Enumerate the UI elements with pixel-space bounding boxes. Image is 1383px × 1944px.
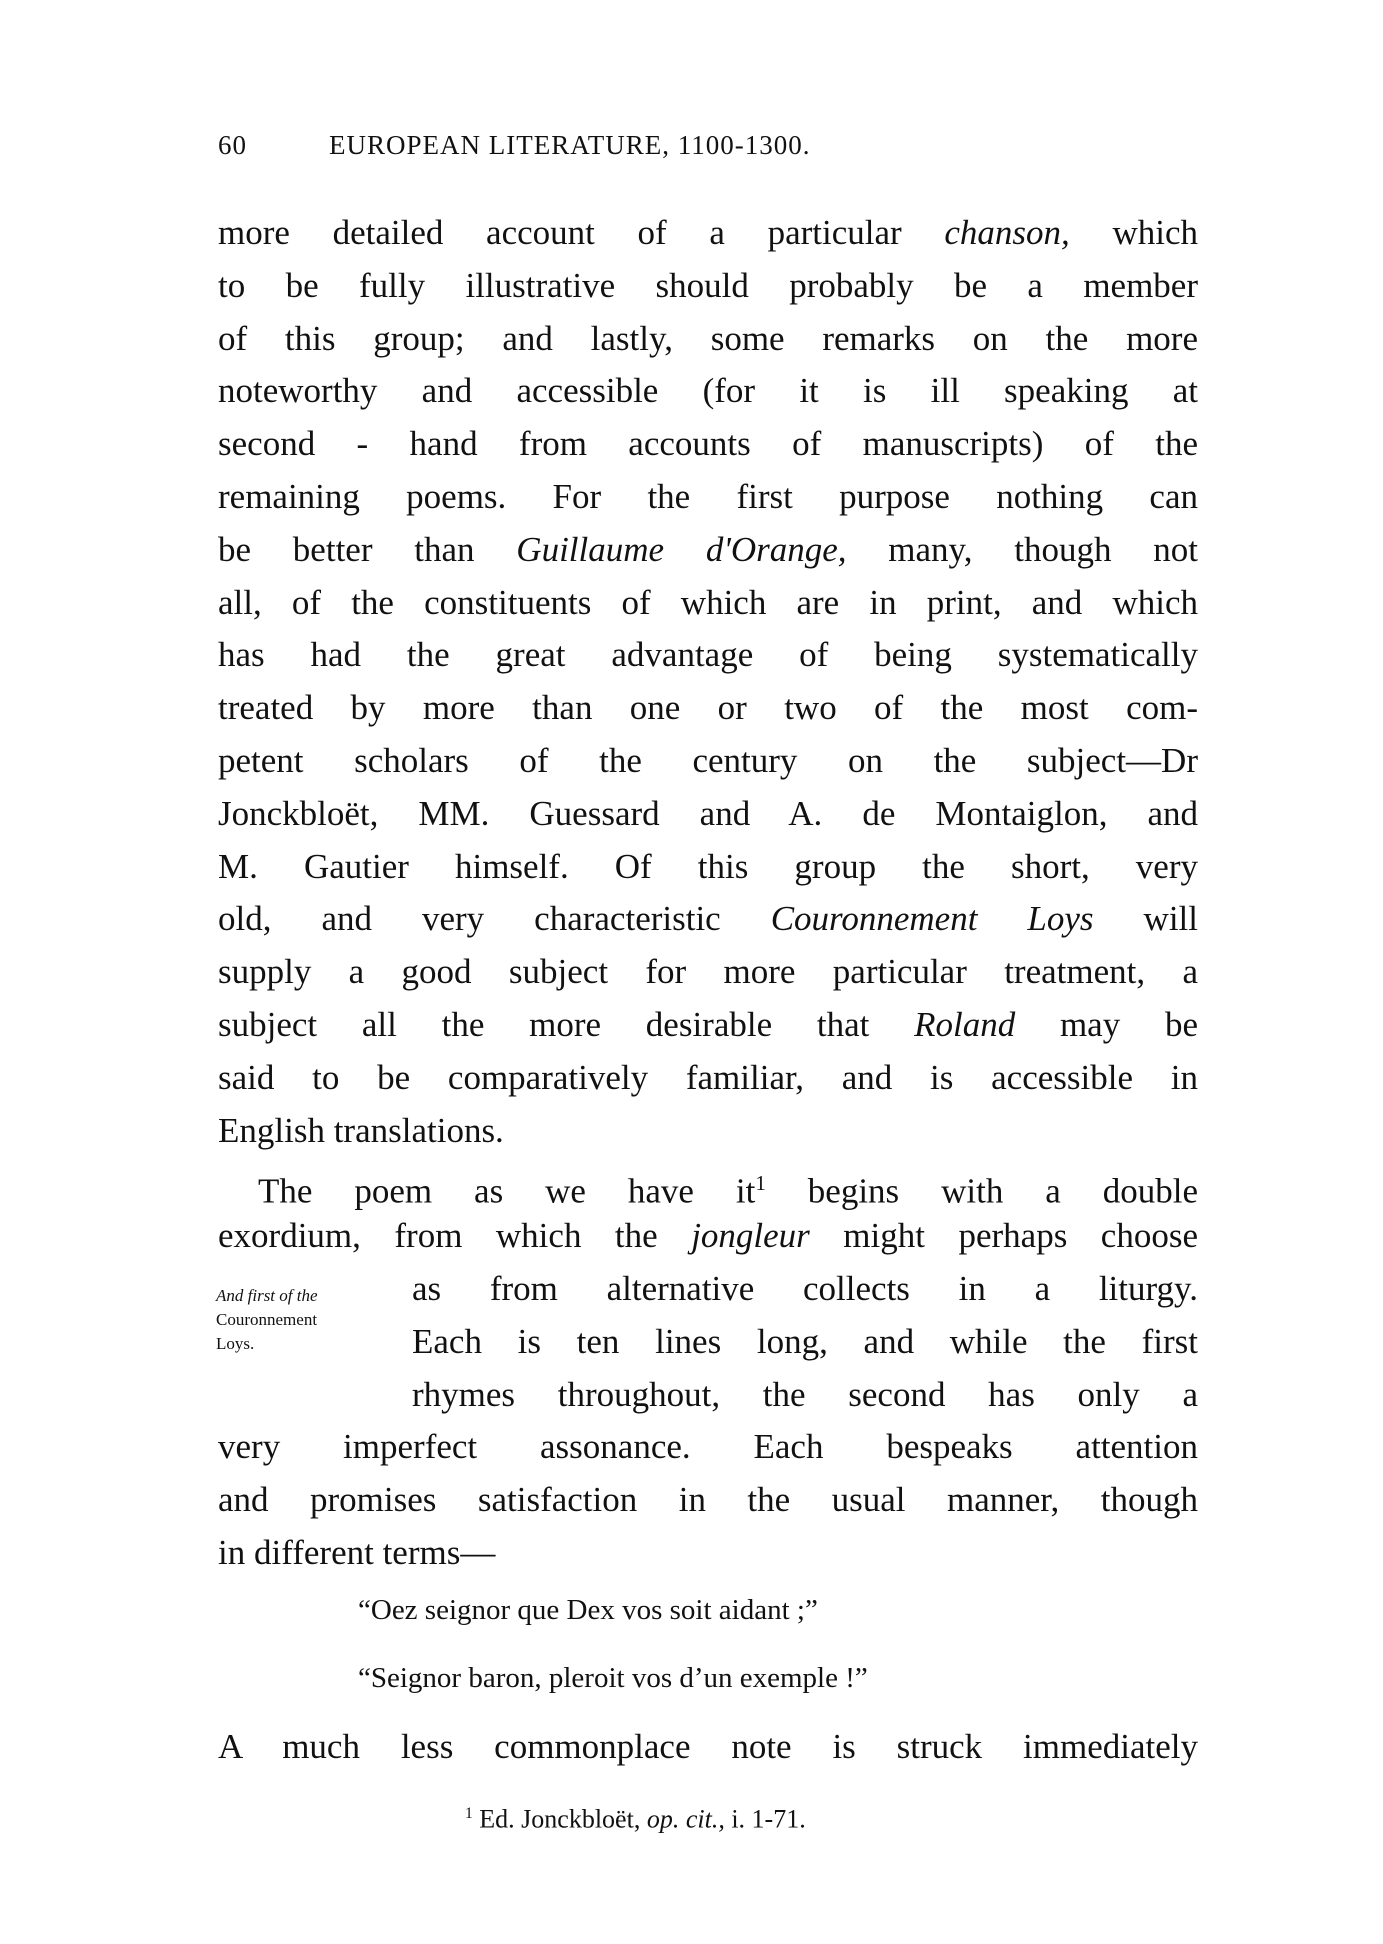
text-span: may be (1015, 1005, 1198, 1044)
text-line (218, 471, 1198, 523)
text-span: Each is ten lines long, and while the first (412, 1322, 1198, 1361)
text-span: many, though not (846, 530, 1199, 569)
footnote-mark: 1 (465, 1805, 473, 1822)
footnote-text: i. 1-71. (724, 1804, 806, 1834)
italic-text: Roland (914, 1005, 1016, 1044)
text-span: in different terms— (218, 1533, 496, 1572)
text-line (218, 1210, 1198, 1262)
text-span: more detailed account of a particular (218, 213, 945, 252)
text-line (218, 735, 1198, 787)
text-line (218, 629, 1198, 681)
italic-text: Couronnement Loys (770, 899, 1094, 938)
text-span: be better than (218, 530, 517, 569)
text-line (218, 1527, 1198, 1579)
italic-text: Guillaume d'Orange, (516, 530, 847, 569)
text-span: to be fully illustrative should probably be a member (218, 266, 1198, 305)
margin-note-line: Couronnement (216, 1310, 318, 1329)
text-span: said to be comparatively familiar, and is accessible in (218, 1058, 1198, 1097)
text-span: of this group; and lastly, some remarks on the more (218, 319, 1198, 358)
verse-quote: “Seignor baron, pleroit vos d’un exemple !” (358, 1662, 868, 1694)
text-span: remaining poems. For the first purpose nothing can (218, 477, 1198, 516)
text-line (218, 1421, 1198, 1473)
text-line (412, 1369, 1198, 1421)
text-span: second - hand from accounts of manuscripts) of the (218, 424, 1198, 463)
text-line (218, 682, 1198, 734)
text-line (412, 1263, 1198, 1315)
page-number: 60 (218, 130, 247, 160)
text-line (218, 418, 1198, 470)
text-span: noteworthy and accessible (for it is ill speaking at (218, 371, 1198, 410)
text-line (218, 841, 1198, 893)
text-span: treated by more than one or two of the most com- (218, 688, 1198, 727)
text-span: petent scholars of the century on the subject—Dr (218, 741, 1198, 780)
text-line (218, 946, 1198, 998)
text-span: and promises satisfaction in the usual manner, though (218, 1480, 1198, 1519)
text-span: Jonckbloët, MM. Guessard and A. de Montaiglon, and (218, 794, 1198, 833)
text-line (218, 1052, 1198, 1104)
footnote (465, 1796, 806, 1838)
text-line (218, 260, 1198, 312)
footnote-italic: op. cit., (646, 1804, 725, 1834)
text-line (218, 524, 1198, 576)
italic-text: jongleur (691, 1216, 810, 1255)
text-span: subject all the more desirable that (218, 1005, 915, 1044)
text-span: all, of the constituents of which are in print, and which (218, 583, 1198, 622)
text-line (218, 999, 1198, 1051)
text-span: has had the great advantage of being systematically (218, 635, 1198, 674)
text-line (218, 577, 1198, 629)
margin-note-line: And first of the (216, 1286, 318, 1305)
text-line (218, 1157, 1198, 1209)
text-line (218, 313, 1198, 365)
text-span: exordium, from which the (218, 1216, 692, 1255)
text-span: The poem as we have it (258, 1171, 756, 1211)
footnote-text: Ed. Jonckbloët, (472, 1804, 647, 1834)
text-span: A much less commonplace note is struck immediately (218, 1727, 1198, 1766)
text-line (218, 1721, 1198, 1773)
text-line (218, 207, 1198, 259)
verse-quote: “Oez seignor que Dex vos soit aidant ;” (358, 1594, 818, 1626)
text-line (218, 365, 1198, 417)
text-span: old, and very characteristic (218, 899, 771, 938)
text-span: English translations. (218, 1111, 504, 1150)
text-line (412, 1316, 1198, 1368)
text-line (218, 893, 1198, 945)
margin-note-line: Loys. (216, 1334, 255, 1353)
text-span: M. Gautier himself. Of this group the short, very (218, 847, 1198, 886)
running-title: EUROPEAN LITERATURE, 1100-1300. (329, 130, 811, 160)
text-span: will (1093, 899, 1199, 938)
text-span: might perhaps choose (809, 1216, 1198, 1255)
text-span: very imperfect assonance. Each bespeaks attention (218, 1427, 1198, 1466)
text-span: as from alternative collects in a liturgy. (412, 1269, 1198, 1308)
italic-text: chanson, (944, 213, 1070, 252)
text-span: begins with a double (765, 1171, 1198, 1211)
text-line (218, 1105, 1198, 1157)
text-span: rhymes throughout, the second has only a (412, 1375, 1198, 1414)
text-span: which (1069, 213, 1198, 252)
text-span: supply a good subject for more particular treatment, a (218, 952, 1198, 991)
text-line (218, 1474, 1198, 1526)
text-line (218, 788, 1198, 840)
footnote-ref: 1 (755, 1171, 766, 1195)
margin-note (216, 1284, 318, 1356)
